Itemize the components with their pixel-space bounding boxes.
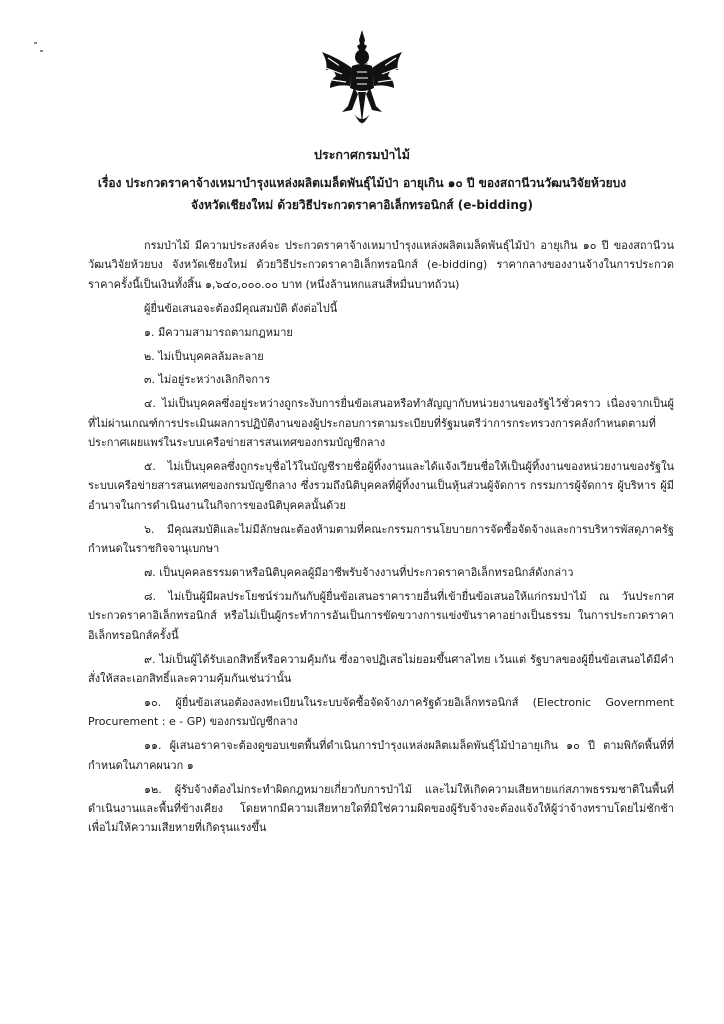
garuda-emblem-icon — [318, 28, 406, 130]
scan-speck — [40, 50, 43, 52]
qualification-item: ๑๑. ผู้เสนอราคาจะต้องดูขอบเขตพื้นที่ดำเนินการบำรุงแหล่งผลิตเมล็ดพันธุ์ไม้ป่าอายุเกิน ๑๐ ปี ตามพิกัดพื้นที่ที่กำหนดในภาคผนวก ๑ — [88, 739, 674, 772]
qualification-item: ๒. ไม่เป็นบุคคลล้มละลาย — [144, 349, 264, 363]
qualification-item: ๑๐. ผู้ยื่นข้อเสนอต้องลงทะเบียนในระบบจัดซื้อจัดจ้างภาครัฐด้วยอิเล็กทรอนิกส์ (Electronic Government Procurement : e - GP) ของกรมบัญชีกลาง — [88, 696, 674, 729]
qualification-item: ๓. ไม่อยู่ระหว่างเลิกกิจการ — [144, 373, 271, 387]
subject-line: จังหวัดเชียงใหม่ ด้วยวิธีประกวดราคาอิเล็กทรอนิกส์ (e-bidding) — [191, 198, 533, 212]
qualification-item: ๑. มีความสามารถตามกฎหมาย — [144, 325, 293, 339]
qualification-item: ๙. ไม่เป็นผู้ได้รับเอกสิทธิ์หรือความคุ้มกัน ซึ่งอาจปฏิเสธไม่ยอมขึ้นศาลไทย เว้นแต่ รัฐบาลของผู้ยื่นข้อเสนอได้มีคำสั่งให้สละเอกสิทธิ์และความคุ้มกันเช่นว่านั้น — [88, 652, 674, 686]
document-body — [88, 236, 674, 838]
qualification-item: ๘. ไม่เป็นผู้มีผลประโยชน์ร่วมกันกับผู้ยื่นข้อเสนอราคารายอื่นที่เข้ายื่นข้อเสนอให้แก่กรมป่าไม้ ณ วันประกาศประกวดราคาอิเล็กทรอนิกส์ หรือไม่เป็นผู้กระทำการอันเป็นการขัดขวางการแข่งขันราคาอย่างเป็นธรรม ในการประกวดราคาอิเล็กทรอนิกส์ครั้งนี้ — [88, 590, 674, 642]
document-subject — [80, 172, 644, 216]
qualification-item: ๖. มีคุณสมบัติและไม่มีลักษณะต้องห้ามตามที่คณะกรรมการนโยบายการจัดซื้อจัดจ้างและการบริหารพัสดุภาครัฐกำหนดในราชกิจจานุเบกษา — [88, 522, 674, 556]
qualification-item: ๑๒. ผู้รับจ้างต้องไม่กระทำผิดกฎหมายเกี่ยวกับการป่าไม้ และไม่ให้เกิดความเสียหายแก่สภาพธรรมชาติในพื้นที่ดำเนินงานและพื้นที่ข้างเคียง โดยหากมีความเสียหายใดที่มิใช่ความผิดของผู้รับจ้างจะต้องแจ้งให้ผู้ว่าจ้างทราบโดยไม่ชักช้า เพื่อไม่ให้ความเสียหายที่เกิดรุนแรงขึ้น — [88, 782, 674, 835]
qualification-item: ๔. ไม่เป็นบุคคลซึ่งอยู่ระหว่างถูกระงับการยื่นข้อเสนอหรือทำสัญญากับหน่วยงานของรัฐไว้ชั่วคราว เนื่องจากเป็นผู้ที่ไม่ผ่านเกณฑ์การประเมินผลการปฏิบัติงานของผู้ประกอบการตามระเบียบที่รัฐมนตรีว่าการกระทรวงการคลังกำหนดตามที่ประกาศเผยแพร่ในระบบเครือข่ายสารสนเทศของกรมบัญชีกลาง — [88, 397, 674, 450]
qualification-item: ๗. เป็นบุคคลธรรมดาหรือนิติบุคคลผู้มีอาชีพรับจ้างงานที่ประกวดราคาอิเล็กทรอนิกส์ดังกล่าว — [144, 566, 574, 580]
intro-paragraph: กรมป่าไม้ มีความประสงค์จะ ประกวดราคาจ้างเหมาบำรุงแหล่งผลิตเมล็ดพันธุ์ไม้ป่า อายุเกิน ๑๐ ปี ของสถานีวนวัฒนวิจัยห้วยบง จังหวัดเชียงใหม่ ด้วยวิธีประกวดราคาอิเล็กทรอนิกส์ (e-bidding) ราคากลางของงานจ้างในการประกวดราคาครั้งนี้เป็นเงินทั้งสิ้น ๑,๖๔๐,๐๐๐.๐๐ บาท (หนึ่งล้านหกแสนสี่หมื่นบาทถ้วน) — [88, 239, 674, 291]
subject-line: เรื่อง ประกวดราคาจ้างเหมาบำรุงแหล่งผลิตเมล็ดพันธุ์ไม้ป่า อายุเกิน ๑๐ ปี ของสถานีวนวัฒนวิจัยห้วยบง — [97, 176, 627, 190]
qualification-item: ๕. ไม่เป็นบุคคลซึ่งถูกระบุชื่อไว้ในบัญชีรายชื่อผู้ทิ้งงานและได้แจ้งเวียนชื่อให้เป็นผู้ทิ้งงานของหน่วยงานของรัฐในระบบเครือข่ายสารสนเทศของกรมบัญชีกลาง ซึ่งรวมถึงนิติบุคคลที่ผู้ทิ้งงานเป็นหุ้นส่วนผู้จัดการ กรรมการผู้จัดการ ผู้บริหาร ผู้มีอำนาจในการดำเนินงานในกิจการของนิติบุคคลนั้นด้วย — [88, 460, 674, 512]
scan-speck — [34, 42, 37, 44]
document-title: ประกาศกรมป่าไม้ — [314, 147, 410, 162]
qualifications-heading: ผู้ยื่นข้อเสนอจะต้องมีคุณสมบัติ ดังต่อไปนี้ — [144, 301, 338, 315]
